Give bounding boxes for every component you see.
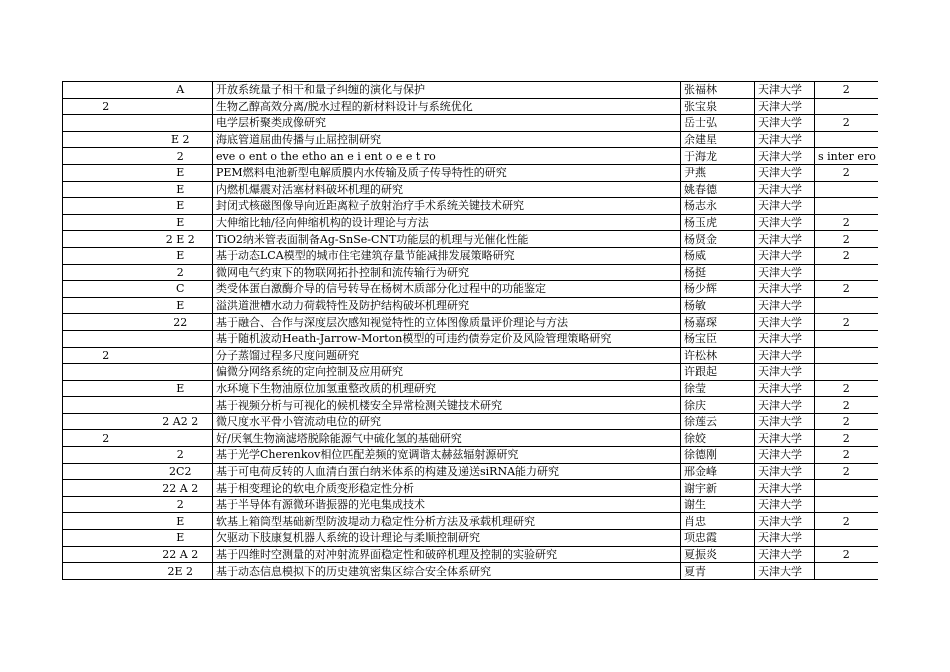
project-title-cell: 内燃机爆震对活塞材料破坏机理的研究 — [213, 181, 681, 198]
category-cell: E — [149, 380, 213, 397]
table-row — [63, 447, 878, 464]
table-row — [63, 314, 878, 331]
project-title-cell: 微网电气约束下的物联网拓扑控制和流传输行为研究 — [213, 264, 681, 281]
institution-cell: 天津大学 — [755, 496, 815, 513]
category-cell: 22 A 2 — [149, 480, 213, 497]
principal-investigator-cell: 杨宝臣 — [681, 330, 755, 347]
category-cell — [149, 430, 213, 447]
table-row — [63, 148, 878, 165]
category-cell: 22 A 2 — [149, 546, 213, 563]
code-cell — [63, 131, 149, 148]
category-cell: E — [149, 181, 213, 198]
institution-cell: 天津大学 — [755, 82, 815, 99]
code-cell — [63, 264, 149, 281]
code-cell — [63, 397, 149, 414]
institution-cell: 天津大学 — [755, 131, 815, 148]
principal-investigator-cell: 徐德刚 — [681, 447, 755, 464]
institution-cell: 天津大学 — [755, 98, 815, 115]
institution-cell: 天津大学 — [755, 264, 815, 281]
category-cell: 22 — [149, 314, 213, 331]
table-row — [63, 364, 878, 381]
institution-cell: 天津大学 — [755, 164, 815, 181]
note-cell: 2 — [815, 115, 878, 132]
project-title-cell: 基于视频分析与可视化的候机楼安全异常检测关键技术研究 — [213, 397, 681, 414]
category-cell: 2 E 2 — [149, 231, 213, 248]
institution-cell: 天津大学 — [755, 380, 815, 397]
table-row — [63, 264, 878, 281]
note-cell: 2 — [815, 281, 878, 298]
note-cell — [815, 347, 878, 364]
table-row — [63, 563, 878, 580]
principal-investigator-cell: 肖忠 — [681, 513, 755, 530]
institution-cell: 天津大学 — [755, 513, 815, 530]
note-cell: 2 — [815, 164, 878, 181]
project-title-cell: 基于随机波动Heath-Jarrow-Morton模型的可违约债券定价及风险管理策略研究 — [213, 330, 681, 347]
note-cell — [815, 98, 878, 115]
code-cell — [63, 314, 149, 331]
category-cell: E — [149, 247, 213, 264]
principal-investigator-cell: 邢金峰 — [681, 463, 755, 480]
project-title-cell: 电学层析聚类成像研究 — [213, 115, 681, 132]
project-title-cell: 基于光学Cherenkov相位匹配差频的宽调谐太赫兹辐射源研究 — [213, 447, 681, 464]
category-cell: 2 A2 2 — [149, 413, 213, 430]
project-title-cell: 分子蒸馏过程多尺度问题研究 — [213, 347, 681, 364]
note-cell — [815, 131, 878, 148]
code-cell — [63, 463, 149, 480]
principal-investigator-cell: 夏青 — [681, 563, 755, 580]
principal-investigator-cell: 杨玉虎 — [681, 214, 755, 231]
category-cell: E — [149, 513, 213, 530]
institution-cell: 天津大学 — [755, 480, 815, 497]
project-title-cell: 溢洪道泄槽水动力荷载特性及防护结构破坏机理研究 — [213, 297, 681, 314]
table-row — [63, 281, 878, 298]
table-row — [63, 82, 878, 99]
category-cell: E 2 — [149, 131, 213, 148]
category-cell: 2 — [149, 496, 213, 513]
note-cell — [815, 330, 878, 347]
note-cell: 2 — [815, 397, 878, 414]
principal-investigator-cell: 杨威 — [681, 247, 755, 264]
principal-investigator-cell: 徐莲云 — [681, 413, 755, 430]
note-cell: 2 — [815, 513, 878, 530]
note-cell: 2 — [815, 214, 878, 231]
project-title-cell: 类受体蛋白激酶介导的信号转导在杨树木质部分化过程中的功能鉴定 — [213, 281, 681, 298]
institution-cell: 天津大学 — [755, 148, 815, 165]
table-row — [63, 496, 878, 513]
code-cell — [63, 247, 149, 264]
table-body — [63, 82, 878, 580]
code-cell — [63, 380, 149, 397]
table-row — [63, 380, 878, 397]
table-row — [63, 430, 878, 447]
table-row — [63, 164, 878, 181]
category-cell — [149, 115, 213, 132]
code-cell — [63, 413, 149, 430]
code-cell — [63, 546, 149, 563]
category-cell: E — [149, 198, 213, 215]
code-cell — [63, 480, 149, 497]
code-cell — [63, 496, 149, 513]
note-cell: 2 — [815, 463, 878, 480]
category-cell: C — [149, 281, 213, 298]
project-title-cell: 封闭式核磁图像导向近距离粒子放射治疗手术系统关键技术研究 — [213, 198, 681, 215]
category-cell — [149, 330, 213, 347]
project-title-cell: 水环境下生物油原位加氢重整改质的机理研究 — [213, 380, 681, 397]
table-row — [63, 231, 878, 248]
code-cell — [63, 164, 149, 181]
code-cell — [63, 231, 149, 248]
principal-investigator-cell: 岳士弘 — [681, 115, 755, 132]
code-cell — [63, 281, 149, 298]
code-cell — [63, 513, 149, 530]
category-cell: 2 — [149, 264, 213, 281]
project-title-cell: TiO2纳米管表面制备Ag-SnSe-CNT功能层的机理与光催化性能 — [213, 231, 681, 248]
note-cell: 2 — [815, 82, 878, 99]
table-row — [63, 513, 878, 530]
project-title-cell: 生物乙醇高效分离/脱水过程的新材料设计与系统优化 — [213, 98, 681, 115]
table-row — [63, 297, 878, 314]
table-row — [63, 330, 878, 347]
code-cell: 2 — [63, 430, 149, 447]
project-title-cell: 基于可电荷反转的人血清白蛋白纳米体系的构建及递送siRNA能力研究 — [213, 463, 681, 480]
principal-investigator-cell: 项忠霞 — [681, 530, 755, 547]
category-cell — [149, 98, 213, 115]
note-cell: 2 — [815, 413, 878, 430]
principal-investigator-cell: 许松林 — [681, 347, 755, 364]
project-title-cell: 基于相变理论的软电介质变形稳定性分析 — [213, 480, 681, 497]
principal-investigator-cell: 徐姣 — [681, 430, 755, 447]
table-row — [63, 98, 878, 115]
institution-cell: 天津大学 — [755, 546, 815, 563]
principal-investigator-cell: 杨贤金 — [681, 231, 755, 248]
category-cell: E — [149, 297, 213, 314]
institution-cell: 天津大学 — [755, 563, 815, 580]
code-cell — [63, 115, 149, 132]
principal-investigator-cell: 尹燕 — [681, 164, 755, 181]
category-cell — [149, 397, 213, 414]
note-cell: 2 — [815, 247, 878, 264]
code-cell: 2 — [63, 347, 149, 364]
institution-cell: 天津大学 — [755, 198, 815, 215]
table-row — [63, 131, 878, 148]
category-cell: A — [149, 82, 213, 99]
institution-cell: 天津大学 — [755, 364, 815, 381]
institution-cell: 天津大学 — [755, 413, 815, 430]
note-cell: 2 — [815, 314, 878, 331]
institution-cell: 天津大学 — [755, 330, 815, 347]
project-title-cell: 开放系统量子相干和量子纠缠的演化与保护 — [213, 82, 681, 99]
category-cell: 2 — [149, 148, 213, 165]
category-cell — [149, 347, 213, 364]
code-cell — [63, 214, 149, 231]
institution-cell: 天津大学 — [755, 181, 815, 198]
category-cell: 2C2 — [149, 463, 213, 480]
principal-investigator-cell: 谢宇新 — [681, 480, 755, 497]
principal-investigator-cell: 夏振炎 — [681, 546, 755, 563]
principal-investigator-cell: 杨嘉琛 — [681, 314, 755, 331]
table-row — [63, 413, 878, 430]
code-cell: 2 — [63, 98, 149, 115]
institution-cell: 天津大学 — [755, 397, 815, 414]
note-cell: 2 — [815, 447, 878, 464]
note-cell: 2 — [815, 231, 878, 248]
institution-cell: 天津大学 — [755, 115, 815, 132]
note-cell: 2 — [815, 430, 878, 447]
institution-cell: 天津大学 — [755, 463, 815, 480]
institution-cell: 天津大学 — [755, 347, 815, 364]
project-title-cell: 欠驱动下肢康复机器人系统的设计理论与柔顺控制研究 — [213, 530, 681, 547]
table-row — [63, 214, 878, 231]
code-cell — [63, 530, 149, 547]
principal-investigator-cell: 姚春德 — [681, 181, 755, 198]
principal-investigator-cell: 谢生 — [681, 496, 755, 513]
category-cell: E — [149, 164, 213, 181]
table-row — [63, 247, 878, 264]
code-cell — [63, 198, 149, 215]
project-title-cell: 基于半导体有源微环谐振器的光电集成技术 — [213, 496, 681, 513]
code-cell — [63, 563, 149, 580]
table-row — [63, 397, 878, 414]
table-row — [63, 480, 878, 497]
note-cell — [815, 297, 878, 314]
project-title-cell: 软基上箱筒型基础新型防波堤动力稳定性分析方法及承载机理研究 — [213, 513, 681, 530]
project-title-cell: 好/厌氧生物滴滤塔脱除能源气中硫化氢的基础研究 — [213, 430, 681, 447]
project-title-cell: 微尺度水平骨小管流动电位的研究 — [213, 413, 681, 430]
table-row — [63, 115, 878, 132]
institution-cell: 天津大学 — [755, 297, 815, 314]
principal-investigator-cell: 于海龙 — [681, 148, 755, 165]
principal-investigator-cell: 徐莹 — [681, 380, 755, 397]
note-cell: 2 — [815, 380, 878, 397]
category-cell — [149, 364, 213, 381]
project-title-cell: PEM燃料电池新型电解质膜内水传输及质子传导特性的研究 — [213, 164, 681, 181]
principal-investigator-cell: 杨志永 — [681, 198, 755, 215]
table-row — [63, 463, 878, 480]
institution-cell: 天津大学 — [755, 314, 815, 331]
institution-cell: 天津大学 — [755, 231, 815, 248]
table-row — [63, 198, 878, 215]
principal-investigator-cell: 许跟起 — [681, 364, 755, 381]
code-cell — [63, 364, 149, 381]
project-table — [62, 81, 878, 580]
principal-investigator-cell: 杨少辉 — [681, 281, 755, 298]
code-cell — [63, 297, 149, 314]
note-cell — [815, 264, 878, 281]
code-cell — [63, 447, 149, 464]
project-title-cell: 基于四维时空测量的对冲射流界面稳定性和破碎机理及控制的实验研究 — [213, 546, 681, 563]
note-cell: 2 — [815, 546, 878, 563]
project-title-cell: 大伸缩比轴/径向伸缩机构的设计理论与方法 — [213, 214, 681, 231]
table-row — [63, 530, 878, 547]
category-cell: E — [149, 214, 213, 231]
principal-investigator-cell: 徐庆 — [681, 397, 755, 414]
note-cell: s inter ero — [815, 148, 878, 165]
note-cell — [815, 563, 878, 580]
code-cell — [63, 181, 149, 198]
code-cell — [63, 148, 149, 165]
principal-investigator-cell: 张福林 — [681, 82, 755, 99]
project-title-cell: 基于融合、合作与深度层次感知视觉特性的立体图像质量评价理论与方法 — [213, 314, 681, 331]
institution-cell: 天津大学 — [755, 214, 815, 231]
note-cell — [815, 198, 878, 215]
institution-cell: 天津大学 — [755, 281, 815, 298]
principal-investigator-cell: 余建星 — [681, 131, 755, 148]
code-cell — [63, 330, 149, 347]
table-row — [63, 546, 878, 563]
note-cell — [815, 181, 878, 198]
note-cell — [815, 364, 878, 381]
institution-cell: 天津大学 — [755, 447, 815, 464]
code-cell — [63, 82, 149, 99]
project-title-cell: 基于动态信息模拟下的历史建筑密集区综合安全体系研究 — [213, 563, 681, 580]
project-title-cell: 偏微分网络系统的定向控制及应用研究 — [213, 364, 681, 381]
principal-investigator-cell: 杨敏 — [681, 297, 755, 314]
category-cell: 2 — [149, 447, 213, 464]
note-cell — [815, 480, 878, 497]
category-cell: 2E 2 — [149, 563, 213, 580]
category-cell: E — [149, 530, 213, 547]
project-title-cell: 基于动态LCA模型的城市住宅建筑存量节能减排发展策略研究 — [213, 247, 681, 264]
table-row — [63, 181, 878, 198]
principal-investigator-cell: 张宝泉 — [681, 98, 755, 115]
institution-cell: 天津大学 — [755, 247, 815, 264]
institution-cell: 天津大学 — [755, 430, 815, 447]
project-title-cell: 海底管道屈曲传播与止屈控制研究 — [213, 131, 681, 148]
principal-investigator-cell: 杨挺 — [681, 264, 755, 281]
project-title-cell: eve o ent o the etho an e i ent o e e t ro — [213, 148, 681, 165]
note-cell — [815, 496, 878, 513]
table-row — [63, 347, 878, 364]
institution-cell: 天津大学 — [755, 530, 815, 547]
note-cell — [815, 530, 878, 547]
